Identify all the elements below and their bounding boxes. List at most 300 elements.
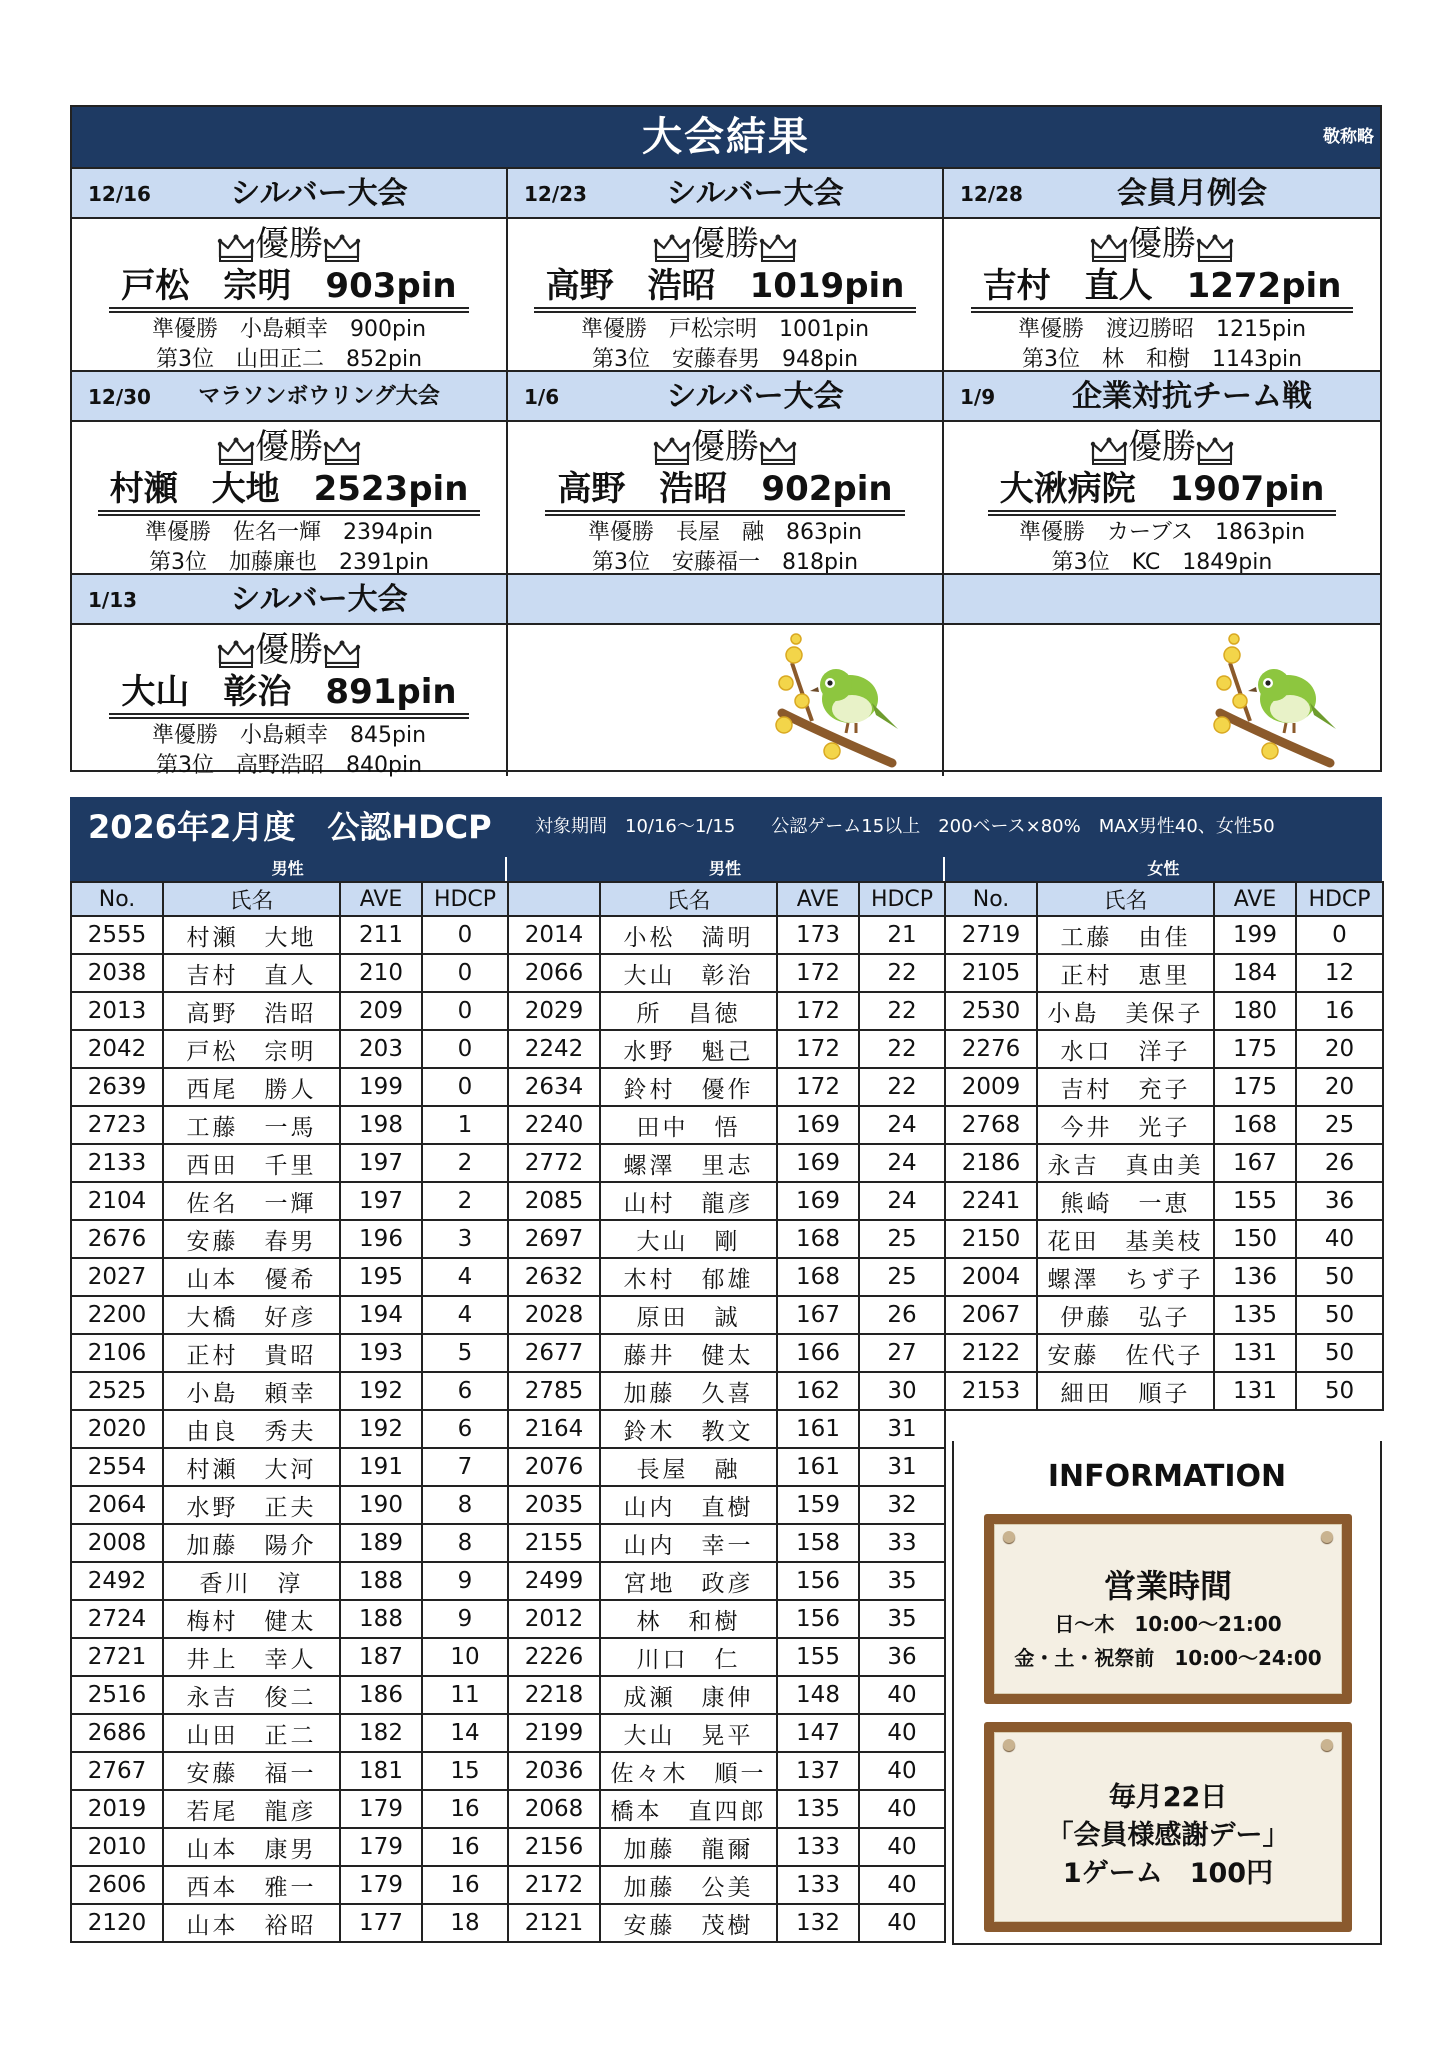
champion-label-text: 優勝	[1128, 427, 1196, 467]
male1-ave-cell: 177	[340, 1904, 422, 1942]
runner-up-name: 戸松宗明	[668, 317, 757, 342]
male2-no-cell: 2218	[508, 1676, 600, 1714]
male2-name-cell: 佐々木 順一	[600, 1752, 777, 1790]
member-day-price: 1ゲーム 100円	[1062, 1858, 1274, 1889]
pin-icon	[1321, 1739, 1333, 1751]
male1-hdcp-cell: 4	[422, 1258, 508, 1296]
runner-up-label: 準優勝	[1017, 317, 1084, 342]
crown-icon	[217, 231, 255, 261]
male2-hdcp-cell: 40	[859, 1866, 945, 1904]
male2-name-cell: 大山 彰治	[600, 954, 777, 992]
table-row	[71, 1334, 1383, 1372]
crown-icon	[323, 434, 361, 464]
female-ave-cell: 150	[1214, 1220, 1296, 1258]
col-hdcp-3: HDCP	[1296, 882, 1383, 916]
runner-up-score: 2394pin	[343, 520, 434, 545]
male2-no-cell: 2155	[508, 1524, 600, 1562]
female-name-cell: 水口 洋子	[1037, 1030, 1214, 1068]
champion-label	[508, 219, 942, 265]
runner-up-name: 小島頼幸	[239, 317, 328, 342]
male1-ave-cell: 189	[340, 1524, 422, 1562]
male1-ave-cell: 188	[340, 1600, 422, 1638]
female-hdcp-cell: 50	[1296, 1334, 1383, 1372]
male1-no-cell: 2020	[71, 1410, 163, 1448]
female-hdcp-cell: 26	[1296, 1144, 1383, 1182]
male1-ave-cell: 211	[340, 916, 422, 954]
male2-ave-cell: 148	[777, 1676, 859, 1714]
third-place-name: 安藤春男	[671, 347, 760, 372]
pin-icon	[1003, 1739, 1015, 1751]
event-header	[72, 372, 506, 422]
male2-name-cell: 山村 龍彦	[600, 1182, 777, 1220]
table-row	[71, 1030, 1383, 1068]
male1-name-cell: 山田 正二	[163, 1714, 340, 1752]
male2-ave-cell: 169	[777, 1182, 859, 1220]
male1-hdcp-cell: 9	[422, 1600, 508, 1638]
third-place-label: 第3位	[148, 550, 207, 575]
runner-up-label: 準優勝	[587, 520, 654, 545]
male2-hdcp-cell: 40	[859, 1752, 945, 1790]
male1-hdcp-cell: 1	[422, 1106, 508, 1144]
male2-no-cell: 2121	[508, 1904, 600, 1942]
male1-hdcp-cell: 14	[422, 1714, 508, 1752]
male2-ave-cell: 166	[777, 1334, 859, 1372]
event-header	[508, 372, 942, 422]
information-panel	[952, 1441, 1382, 1945]
runner-up-score: 1863pin	[1215, 520, 1306, 545]
male2-hdcp-cell: 24	[859, 1106, 945, 1144]
male1-hdcp-cell: 0	[422, 1030, 508, 1068]
male1-no-cell: 2555	[71, 916, 163, 954]
event-date: 1/9	[960, 385, 996, 409]
female-name-cell: 細田 順子	[1037, 1372, 1214, 1410]
male2-ave-cell: 173	[777, 916, 859, 954]
female-no-cell: 2150	[945, 1220, 1037, 1258]
male2-no-cell: 2785	[508, 1372, 600, 1410]
female-name-cell: 熊崎 一恵	[1037, 1182, 1214, 1220]
champion-label-text: 優勝	[691, 427, 759, 467]
male2-ave-cell: 172	[777, 992, 859, 1030]
table-row	[71, 1144, 1383, 1182]
female-ave-cell: 155	[1214, 1182, 1296, 1220]
male1-hdcp-cell: 7	[422, 1448, 508, 1486]
business-hours-board	[984, 1514, 1352, 1704]
runner-up-score: 863pin	[786, 520, 863, 545]
male2-ave-cell: 155	[777, 1638, 859, 1676]
group-header-female: 女性	[1147, 859, 1180, 878]
event-name: 会員月例会	[1117, 176, 1267, 211]
champion-name: 高野 浩昭 902pin	[545, 468, 904, 512]
male1-name-cell: 由良 秀夫	[163, 1410, 340, 1448]
event-body	[944, 625, 1380, 776]
third-place-name: 林 和樹	[1101, 347, 1190, 372]
third-place-row	[72, 751, 506, 781]
event-date: 12/30	[88, 385, 151, 409]
male1-name-cell: 永吉 俊二	[163, 1676, 340, 1714]
male1-ave-cell: 192	[340, 1372, 422, 1410]
male2-ave-cell: 133	[777, 1828, 859, 1866]
col-ave: AVE	[340, 882, 422, 916]
event-body	[508, 625, 942, 776]
male2-no-cell: 2226	[508, 1638, 600, 1676]
female-hdcp-cell: 50	[1296, 1258, 1383, 1296]
male2-no-cell: 2068	[508, 1790, 600, 1828]
male2-ave-cell: 132	[777, 1904, 859, 1942]
male2-name-cell: 鈴村 優作	[600, 1068, 777, 1106]
male2-ave-cell: 169	[777, 1144, 859, 1182]
bird-on-plum-branch-icon	[772, 633, 902, 773]
event-header	[508, 575, 942, 625]
female-no-cell: 2768	[945, 1106, 1037, 1144]
male1-ave-cell: 186	[340, 1676, 422, 1714]
hdcp-title-bar	[70, 797, 1382, 857]
event-name: マラソンボウリング大会	[198, 384, 440, 409]
male1-no-cell: 2038	[71, 954, 163, 992]
female-hdcp-cell: 40	[1296, 1220, 1383, 1258]
female-hdcp-cell: 25	[1296, 1106, 1383, 1144]
male1-hdcp-cell: 0	[422, 992, 508, 1030]
male2-name-cell: 木村 郁雄	[600, 1258, 777, 1296]
third-place-score: 840pin	[346, 753, 423, 778]
runner-up-label: 準優勝	[151, 723, 218, 748]
male1-ave-cell: 179	[340, 1828, 422, 1866]
male1-no-cell: 2767	[71, 1752, 163, 1790]
male1-ave-cell: 194	[340, 1296, 422, 1334]
col-ave-3: AVE	[1214, 882, 1296, 916]
male2-name-cell: 鈴木 教文	[600, 1410, 777, 1448]
male1-hdcp-cell: 6	[422, 1410, 508, 1448]
male1-hdcp-cell: 0	[422, 954, 508, 992]
group-header-male-2: 男性	[507, 857, 944, 881]
male2-hdcp-cell: 22	[859, 1068, 945, 1106]
col-no-2	[508, 882, 600, 916]
results-header	[72, 107, 1380, 167]
male1-ave-cell: 210	[340, 954, 422, 992]
male1-ave-cell: 193	[340, 1334, 422, 1372]
male2-hdcp-cell: 31	[859, 1410, 945, 1448]
male2-ave-cell: 158	[777, 1524, 859, 1562]
male2-hdcp-cell: 31	[859, 1448, 945, 1486]
runner-up-row	[72, 315, 506, 345]
male2-name-cell: 螺澤 里志	[600, 1144, 777, 1182]
female-no-cell: 2009	[945, 1068, 1037, 1106]
male1-hdcp-cell: 0	[422, 1068, 508, 1106]
runner-up-row	[508, 518, 942, 548]
male2-name-cell: 安藤 茂樹	[600, 1904, 777, 1942]
female-ave-cell: 167	[1214, 1144, 1296, 1182]
male1-name-cell: 安藤 春男	[163, 1220, 340, 1258]
event-body	[508, 219, 942, 370]
male2-name-cell: 川口 仁	[600, 1638, 777, 1676]
male1-ave-cell: 187	[340, 1638, 422, 1676]
female-hdcp-cell: 0	[1296, 916, 1383, 954]
champion-name: 吉村 直人 1272pin	[971, 265, 1354, 309]
champion-label-text: 優勝	[255, 224, 323, 264]
male2-hdcp-cell: 25	[859, 1258, 945, 1296]
male2-no-cell: 2632	[508, 1258, 600, 1296]
third-place-label: 第3位	[591, 550, 650, 575]
male1-hdcp-cell: 18	[422, 1904, 508, 1942]
male2-ave-cell: 133	[777, 1866, 859, 1904]
male2-name-cell: 長屋 融	[600, 1448, 777, 1486]
event-body	[72, 422, 506, 573]
runner-up-row	[944, 315, 1380, 345]
female-ave-cell: 184	[1214, 954, 1296, 992]
male1-no-cell: 2010	[71, 1828, 163, 1866]
hdcp-group-headers	[70, 857, 1382, 881]
tournament-results	[70, 105, 1382, 778]
male2-ave-cell: 147	[777, 1714, 859, 1752]
third-place-name: 加藤廉也	[228, 550, 317, 575]
female-no-cell: 2122	[945, 1334, 1037, 1372]
male2-name-cell: 藤井 健太	[600, 1334, 777, 1372]
male2-name-cell: 小松 満明	[600, 916, 777, 954]
female-no-cell: 2241	[945, 1182, 1037, 1220]
female-name-cell: 吉村 充子	[1037, 1068, 1214, 1106]
male2-no-cell: 2677	[508, 1334, 600, 1372]
third-place-label: 第3位	[591, 347, 650, 372]
male1-hdcp-cell: 8	[422, 1486, 508, 1524]
pin-icon	[1003, 1531, 1015, 1543]
male2-hdcp-cell: 40	[859, 1828, 945, 1866]
member-day-title: 「会員様感謝デー」	[1046, 1820, 1290, 1851]
event-date: 12/23	[524, 182, 587, 206]
male1-hdcp-cell: 0	[422, 916, 508, 954]
male1-hdcp-cell: 16	[422, 1828, 508, 1866]
col-hdcp: HDCP	[422, 882, 508, 916]
male2-name-cell: 橋本 直四郎	[600, 1790, 777, 1828]
member-day-board	[984, 1722, 1352, 1932]
female-name-cell: 伊藤 弘子	[1037, 1296, 1214, 1334]
champion-label	[944, 219, 1380, 265]
runner-up-label: 準優勝	[580, 317, 647, 342]
event-body	[944, 422, 1380, 573]
male2-no-cell: 2697	[508, 1220, 600, 1258]
results-title: 大会結果	[642, 114, 810, 160]
female-name-cell: 螺澤 ちず子	[1037, 1258, 1214, 1296]
crown-icon	[1090, 231, 1128, 261]
male2-ave-cell: 169	[777, 1106, 859, 1144]
hdcp-column-headers	[71, 882, 1383, 916]
male1-no-cell: 2492	[71, 1562, 163, 1600]
runner-up-score: 1001pin	[779, 317, 870, 342]
crown-icon	[759, 231, 797, 261]
event-date: 1/13	[88, 588, 138, 612]
male2-no-cell: 2035	[508, 1486, 600, 1524]
runner-up-name: カーブス	[1106, 520, 1194, 545]
male2-no-cell: 2085	[508, 1182, 600, 1220]
table-row	[71, 1106, 1383, 1144]
female-name-cell: 小島 美保子	[1037, 992, 1214, 1030]
male2-hdcp-cell: 36	[859, 1638, 945, 1676]
bird-on-plum-branch-icon	[1210, 633, 1340, 773]
male1-ave-cell: 192	[340, 1410, 422, 1448]
event-card	[72, 167, 508, 370]
champion-label	[944, 422, 1380, 468]
runner-up-name: 佐名一輝	[232, 520, 321, 545]
male2-ave-cell: 162	[777, 1372, 859, 1410]
col-ave-2: AVE	[777, 882, 859, 916]
male1-name-cell: 山本 裕昭	[163, 1904, 340, 1942]
table-row	[71, 1182, 1383, 1220]
male2-name-cell: 加藤 龍爾	[600, 1828, 777, 1866]
female-name-cell: 安藤 佐代子	[1037, 1334, 1214, 1372]
information-title: INFORMATION	[1047, 1459, 1287, 1494]
male2-no-cell: 2172	[508, 1866, 600, 1904]
runner-up-row	[72, 518, 506, 548]
male1-hdcp-cell: 16	[422, 1790, 508, 1828]
col-name: 氏名	[163, 882, 340, 916]
female-no-cell: 2276	[945, 1030, 1037, 1068]
male2-hdcp-cell: 21	[859, 916, 945, 954]
champion-name: 大湫病院 1907pin	[988, 468, 1337, 512]
group-header-male-1: 男性	[70, 857, 507, 881]
male2-name-cell: 大山 晃平	[600, 1714, 777, 1752]
crown-icon	[217, 434, 255, 464]
male2-name-cell: 成瀬 康伸	[600, 1676, 777, 1714]
male1-no-cell: 2200	[71, 1296, 163, 1334]
event-header	[944, 575, 1380, 625]
female-no-cell: 2067	[945, 1296, 1037, 1334]
event-name: シルバー大会	[230, 176, 408, 211]
runner-up-label: 準優勝	[1018, 520, 1085, 545]
male1-no-cell: 2008	[71, 1524, 163, 1562]
champion-label-text: 優勝	[691, 224, 759, 264]
runner-up-label: 準優勝	[151, 317, 218, 342]
male2-hdcp-cell: 40	[859, 1904, 945, 1942]
female-hdcp-cell: 12	[1296, 954, 1383, 992]
male2-ave-cell: 156	[777, 1562, 859, 1600]
third-place-score: 2391pin	[339, 550, 430, 575]
male1-no-cell: 2606	[71, 1866, 163, 1904]
male1-hdcp-cell: 5	[422, 1334, 508, 1372]
champion-label-text: 優勝	[1128, 224, 1196, 264]
business-hours-weekend: 金・土・祝祭前 10:00～24:00	[1014, 1646, 1322, 1670]
champion-label	[72, 219, 506, 265]
event-body	[72, 625, 506, 776]
crown-icon	[653, 434, 691, 464]
table-row	[71, 1220, 1383, 1258]
third-place-name: 安藤福一	[671, 550, 760, 575]
third-place-score: 818pin	[782, 550, 859, 575]
female-name-cell: 花田 基美枝	[1037, 1220, 1214, 1258]
male2-ave-cell: 135	[777, 1790, 859, 1828]
male1-hdcp-cell: 4	[422, 1296, 508, 1334]
event-body	[72, 219, 506, 370]
male1-ave-cell: 199	[340, 1068, 422, 1106]
table-row	[71, 916, 1383, 954]
male1-name-cell: 吉村 直人	[163, 954, 340, 992]
runner-up-score: 1215pin	[1216, 317, 1307, 342]
third-place-name: 高野浩昭	[235, 753, 324, 778]
male2-no-cell: 2076	[508, 1448, 600, 1486]
male1-ave-cell: 203	[340, 1030, 422, 1068]
male2-name-cell: 加藤 公美	[600, 1866, 777, 1904]
male1-hdcp-cell: 8	[422, 1524, 508, 1562]
male1-ave-cell: 197	[340, 1182, 422, 1220]
male1-no-cell: 2120	[71, 1904, 163, 1942]
male1-name-cell: 正村 貴昭	[163, 1334, 340, 1372]
male1-ave-cell: 197	[340, 1144, 422, 1182]
event-card	[944, 370, 1380, 573]
male1-name-cell: 西尾 勝人	[163, 1068, 340, 1106]
female-no-cell: 2530	[945, 992, 1037, 1030]
male2-hdcp-cell: 35	[859, 1600, 945, 1638]
male2-no-cell: 2028	[508, 1296, 600, 1334]
male2-name-cell: 宮地 政彦	[600, 1562, 777, 1600]
event-date: 12/16	[88, 182, 151, 206]
male1-no-cell: 2676	[71, 1220, 163, 1258]
crown-icon	[323, 637, 361, 667]
female-hdcp-cell: 50	[1296, 1372, 1383, 1410]
third-place-score: 948pin	[782, 347, 859, 372]
female-hdcp-cell: 16	[1296, 992, 1383, 1030]
third-place-name: 山田正二	[235, 347, 324, 372]
male2-no-cell: 2036	[508, 1752, 600, 1790]
male1-no-cell: 2133	[71, 1144, 163, 1182]
runner-up-name: 渡辺勝昭	[1105, 317, 1194, 342]
male2-no-cell: 2199	[508, 1714, 600, 1752]
male1-ave-cell: 195	[340, 1258, 422, 1296]
male2-ave-cell: 172	[777, 1068, 859, 1106]
table-row	[71, 992, 1383, 1030]
champion-name: 村瀬 大地 2523pin	[98, 468, 481, 512]
event-header	[944, 169, 1380, 219]
male2-hdcp-cell: 22	[859, 992, 945, 1030]
male2-hdcp-cell: 26	[859, 1296, 945, 1334]
runner-up-row	[508, 315, 942, 345]
event-card	[508, 370, 944, 573]
male2-no-cell: 2029	[508, 992, 600, 1030]
male2-hdcp-cell: 24	[859, 1182, 945, 1220]
event-header	[508, 169, 942, 219]
male1-no-cell: 2064	[71, 1486, 163, 1524]
female-ave-cell: 180	[1214, 992, 1296, 1030]
male2-hdcp-cell: 22	[859, 1030, 945, 1068]
third-place-label: 第3位	[155, 753, 214, 778]
male1-name-cell: 大橋 好彦	[163, 1296, 340, 1334]
female-name-cell: 工藤 由佳	[1037, 916, 1214, 954]
male1-no-cell: 2013	[71, 992, 163, 1030]
event-card	[944, 167, 1380, 370]
male1-ave-cell: 196	[340, 1220, 422, 1258]
male2-ave-cell: 137	[777, 1752, 859, 1790]
third-place-label: 第3位	[155, 347, 214, 372]
third-place-score: 1143pin	[1212, 347, 1303, 372]
female-no-cell: 2153	[945, 1372, 1037, 1410]
champion-label	[72, 625, 506, 671]
table-row	[71, 1296, 1383, 1334]
male1-hdcp-cell: 16	[422, 1866, 508, 1904]
champion-name: 高野 浩昭 1019pin	[534, 265, 917, 309]
male1-no-cell: 2724	[71, 1600, 163, 1638]
male2-name-cell: 林 和樹	[600, 1600, 777, 1638]
female-name-cell: 永吉 真由美	[1037, 1144, 1214, 1182]
male2-hdcp-cell: 24	[859, 1144, 945, 1182]
male2-name-cell: 田中 悟	[600, 1106, 777, 1144]
business-hours-title: 営業時間	[1103, 1567, 1232, 1605]
male1-no-cell: 2723	[71, 1106, 163, 1144]
female-ave-cell: 168	[1214, 1106, 1296, 1144]
male1-hdcp-cell: 11	[422, 1676, 508, 1714]
male1-name-cell: 梅村 健太	[163, 1600, 340, 1638]
crown-icon	[1196, 231, 1234, 261]
male2-hdcp-cell: 33	[859, 1524, 945, 1562]
crown-icon	[1196, 434, 1234, 464]
female-hdcp-cell: 20	[1296, 1030, 1383, 1068]
event-name: シルバー大会	[666, 379, 844, 414]
event-card	[508, 167, 944, 370]
